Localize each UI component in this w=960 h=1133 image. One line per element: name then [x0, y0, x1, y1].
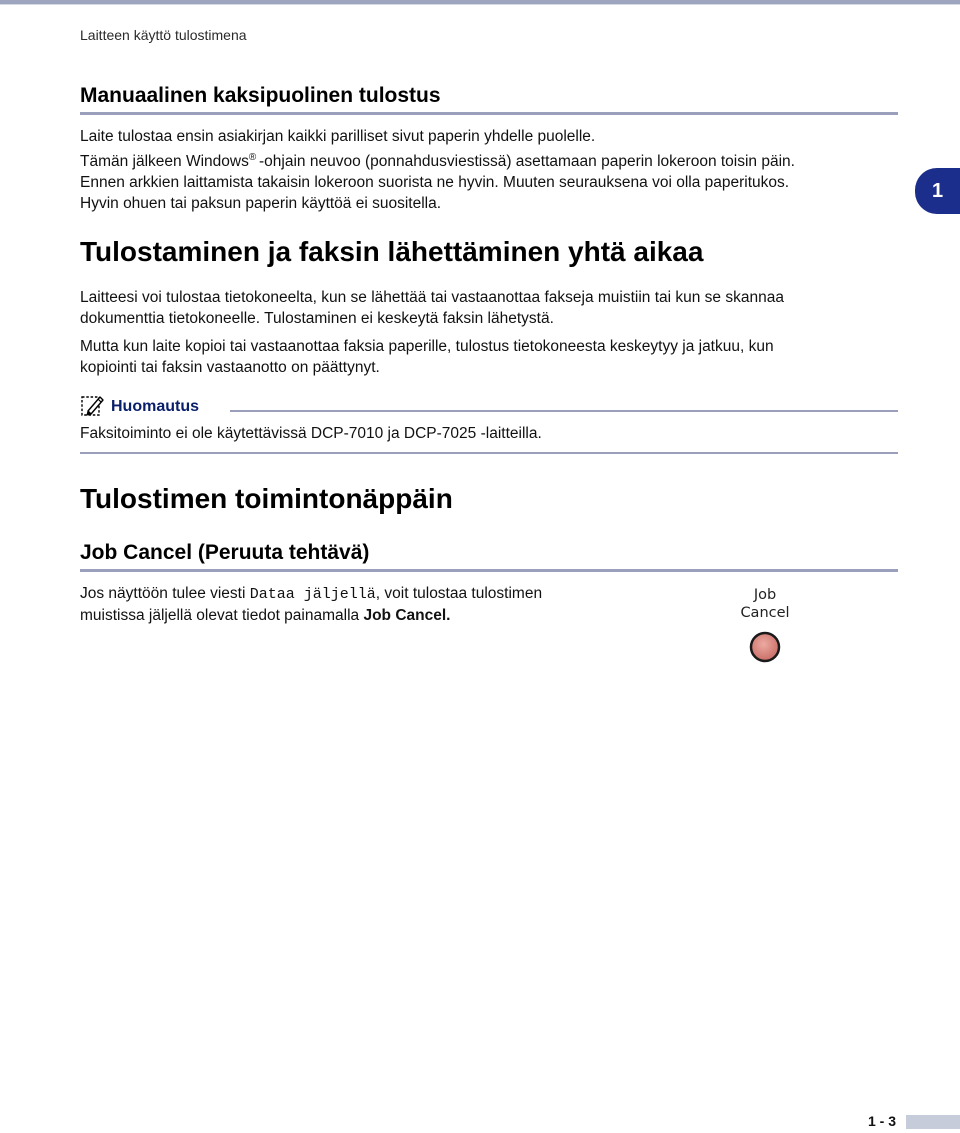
top-border-shadow — [0, 4, 960, 5]
footer-bar — [906, 1115, 960, 1129]
text-line — [80, 605, 542, 626]
job-cancel-paragraph — [80, 583, 542, 626]
text-line: Ennen arkkien laittamista takaisin lokeroon suorista ne hyvin. Muuten seurauksena voi olla paperitukos. — [80, 174, 790, 192]
display-message: Dataa jäljellä — [249, 586, 376, 603]
note-end-rule — [80, 452, 898, 454]
note-rule — [230, 410, 898, 412]
text-line: Laitteesi voi tulostaa tietokoneelta, kun se lähettää tai vastaanottaa fakseja muistiin tai kun se skannaa — [80, 289, 784, 306]
text-fragment: muistissa jäljellä olevat tiedot painamalla — [80, 607, 364, 624]
section-heading-duplex: Manuaalinen kaksipuolinen tulostus — [80, 84, 441, 107]
note-label: Huomautus — [111, 398, 199, 415]
running-header: Laitteen käyttö tulostimena — [80, 27, 247, 43]
job-cancel-button-icon[interactable] — [749, 631, 781, 663]
note-pencil-icon — [79, 392, 105, 418]
button-label-line: Cancel — [740, 605, 790, 621]
text-line — [80, 583, 542, 605]
text-line: dokumenttia tietokoneelle. Tulostaminen ei keskeytä faksin lähetystä. — [80, 310, 554, 327]
button-label-line: Job — [753, 587, 777, 603]
chapter-tab-number: 1 — [931, 179, 944, 202]
heading-rule — [80, 112, 898, 115]
section-heading-print-fax: Tulostaminen ja faksin lähettäminen yhtä aikaa — [80, 236, 704, 267]
registered-mark: ® — [248, 152, 260, 163]
text-line: Hyvin ohuen tai paksun paperin käyttöä ei suositella. — [80, 195, 442, 213]
print-fax-paragraph-2 — [80, 336, 774, 378]
text-line: Mutta kun laite kopioi tai vastaanottaa faksia paperille, tulostus tietokoneesta keskeytyy ja jatkuu, kun — [80, 338, 774, 355]
section-heading-printer-key: Tulostimen toimintonäppäin — [80, 483, 453, 514]
key-name: Job Cancel. — [363, 607, 451, 624]
text-fragment: Tämän jälkeen Windows — [80, 153, 249, 171]
text-fragment: , voit tulostaa tulostimen — [375, 585, 543, 602]
subheading-rule — [80, 569, 898, 572]
text-fragment: Jos näyttöön tulee viesti — [80, 585, 250, 602]
note-text: Faksitoiminto ei ole käytettävissä DCP-7010 ja DCP-7025 -laitteilla. — [80, 425, 542, 442]
duplex-paragraph — [80, 126, 795, 214]
text-line: kopiointi tai faksin vastaanotto on päättynyt. — [80, 359, 380, 376]
subheading-job-cancel: Job Cancel (Peruuta tehtävä) — [80, 541, 370, 564]
job-cancel-button-label — [735, 586, 795, 622]
chapter-tab — [915, 168, 960, 214]
print-fax-paragraph-1 — [80, 287, 784, 329]
page-number: 1 - 3 — [868, 1113, 897, 1129]
text-fragment: -ohjain neuvoo (ponnahdusviestissä) asettamaan paperin lokeroon toisin päin. — [259, 153, 795, 171]
text-line: Laite tulostaa ensin asiakirjan kaikki parilliset sivut paperin yhdelle puolelle. — [80, 128, 596, 145]
text-line — [80, 147, 795, 172]
